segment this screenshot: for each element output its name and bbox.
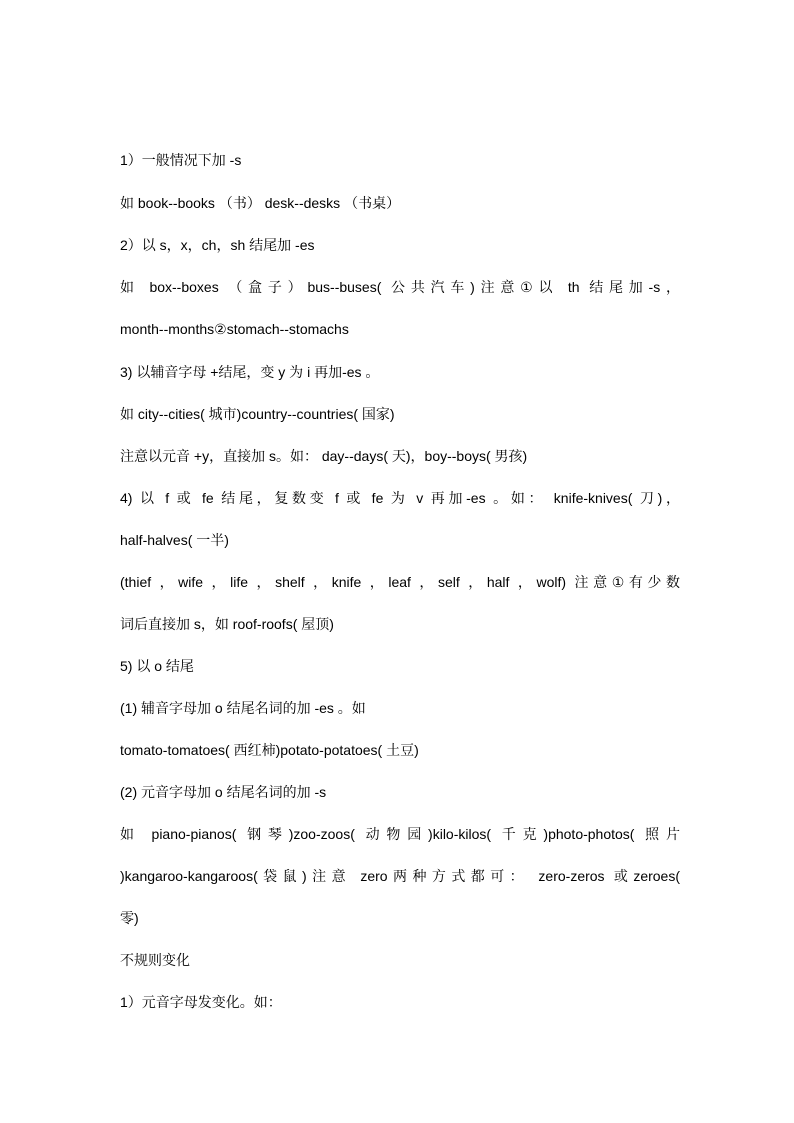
rule-3-note: 注意以元音 +y，直接加 s。如： day--days( 天)，boy--boys( 男孩) bbox=[120, 448, 528, 464]
rule-5-2-example-end: 零) bbox=[120, 910, 139, 926]
rule-2-heading: 2）以 s，x，ch，sh 结尾加 -es bbox=[120, 237, 315, 253]
rule-5-2-example: 如 piano-pianos( 钢琴)zoo-zoos( 动物园)kilo-kilos( 千克)photo-photos( 照片 bbox=[120, 826, 680, 842]
rule-5-2-heading: (2) 元音字母加 o 结尾名词的加 -s bbox=[120, 784, 327, 800]
rule-4-example: half-halves( 一半) bbox=[120, 532, 229, 548]
rule-4-heading: 4) 以 f 或 fe 结尾，复数变 f 或 fe 为 v 再加-es 。如： knife-knives( 刀)， bbox=[120, 490, 680, 506]
rule-3-example: 如 city--cities( 城市)country--countries( 国家) bbox=[120, 406, 395, 422]
rule-4-word-list: (thief ，wife ，life ，shelf ，knife ，leaf ，self ，half ，wolf) 注意①有少数 bbox=[120, 574, 680, 590]
rule-2-example: 如 box--boxes （盒子）bus--buses( 公共汽车)注意①以 th 结尾加-s， bbox=[120, 279, 680, 295]
irregular-heading: 不规则变化 bbox=[120, 952, 190, 968]
rule-1-example: 如 book--books （书） desk--desks （书桌） bbox=[120, 195, 401, 211]
irregular-rule-1: 1）元音字母发变化。如： bbox=[120, 994, 282, 1010]
rule-2-note: month--months②stomach--stomachs bbox=[120, 321, 349, 337]
rule-3-heading: 3) 以辅音字母 +结尾，变 y 为 i 再加-es 。 bbox=[120, 364, 380, 380]
rule-5-2-example-cont: )kangaroo-kangaroos(袋鼠)注意 zero两种方式都可： zero-zeros 或zeroes( bbox=[120, 868, 680, 884]
rule-5-1-example: tomato-tomatoes( 西红柿)potato-potatoes( 土豆) bbox=[120, 742, 419, 758]
rule-5-1-heading: (1) 辅音字母加 o 结尾名词的加 -es 。如 bbox=[120, 700, 366, 716]
rule-1-heading: 1）一般情况下加 -s bbox=[120, 152, 242, 168]
rule-5-heading: 5) 以 o 结尾 bbox=[120, 658, 194, 674]
rule-4-note: 词后直接加 s，如 roof-roofs( 屋顶) bbox=[120, 616, 334, 632]
